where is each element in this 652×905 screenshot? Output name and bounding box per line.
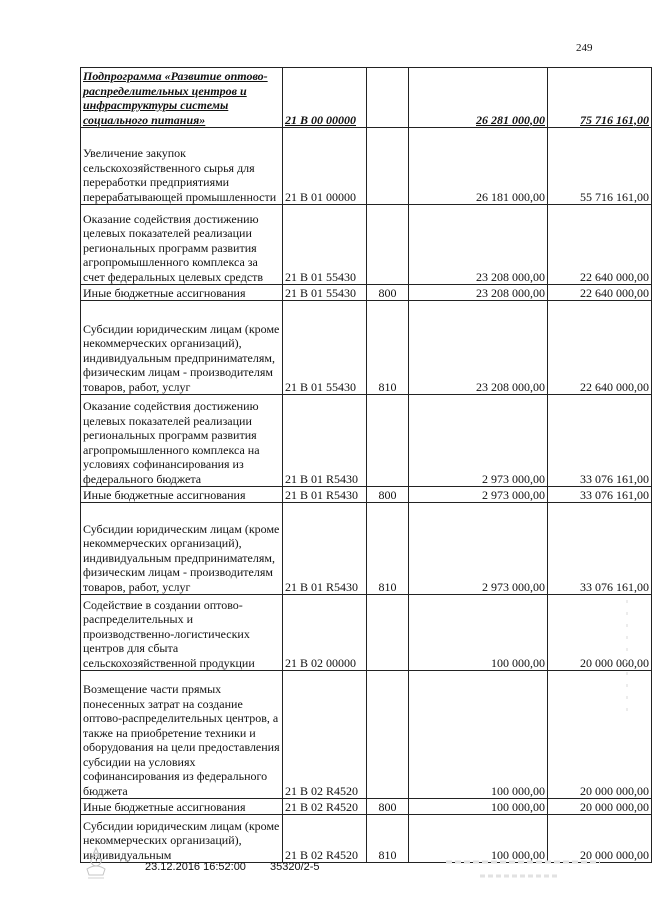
row-code: 21 В 01 55430: [283, 205, 367, 285]
row-expense-type: [367, 205, 409, 285]
row-expense-type: [367, 595, 409, 671]
row-sum-2: 75 716 161,00: [548, 68, 652, 128]
budget-table: [80, 67, 652, 863]
row-code: 21 В 02 R4520: [283, 671, 367, 799]
row-name: Субсидии юридическим лицам (кроме некоммерческих организаций), индивидуальным предпринимателям, физическим лицам - производителям товаров, работ, услуг: [81, 301, 283, 395]
row-sum-1: 2 973 000,00: [409, 487, 548, 503]
faint-signature-mark: [440, 856, 610, 886]
row-name: Увеличение закупок сельскохозяйственного сырья для переработки предприятиями перерабатывающей промышленности: [81, 128, 283, 205]
row-expense-type: [367, 68, 409, 128]
table-row: [81, 595, 652, 671]
row-sum-2: 22 640 000,00: [548, 285, 652, 301]
row-sum-1: 23 208 000,00: [409, 301, 548, 395]
row-sum-1: 100 000,00: [409, 671, 548, 799]
row-code: 21 В 01 R5430: [283, 503, 367, 595]
row-name: Содействие в создании оптово-распределительных и производственно-логистических центров для сбыта сельскохозяйственной продукции: [81, 595, 283, 671]
row-expense-type: 810: [367, 301, 409, 395]
table-row: [81, 128, 652, 205]
row-sum-1: 23 208 000,00: [409, 205, 548, 285]
row-code: 21 В 02 R4520: [283, 799, 367, 815]
row-name: Субсидии юридическим лицам (кроме некоммерческих организаций), индивидуальным: [81, 815, 283, 863]
row-expense-type: [367, 395, 409, 487]
row-code: 21 В 01 55430: [283, 285, 367, 301]
table-row: [81, 487, 652, 503]
row-sum-2: 20 000 000,00: [548, 671, 652, 799]
row-sum-2: 33 076 161,00: [548, 395, 652, 487]
margin-marks: [624, 600, 630, 720]
row-name: Иные бюджетные ассигнования: [81, 799, 283, 815]
row-name: Возмещение части прямых понесенных затрат на создание оптово-распределительных центров, а также на приобретение техники и оборудования на цели предоставления субсидии на условиях софинансирования из федерального бюджета: [81, 671, 283, 799]
row-sum-1: 26 181 000,00: [409, 128, 548, 205]
row-name: Оказание содействия достижению целевых показателей реализации региональных программ развития агропромышленного комплекса за счет федеральных целевых средств: [81, 205, 283, 285]
row-sum-2: 20 000 000,00: [548, 595, 652, 671]
row-sum-2: 20 000 000,00: [548, 815, 652, 863]
page-number: 249: [576, 42, 593, 54]
row-expense-type: [367, 128, 409, 205]
row-name: Иные бюджетные ассигнования: [81, 487, 283, 503]
row-sum-2: 33 076 161,00: [548, 503, 652, 595]
row-expense-type: 800: [367, 285, 409, 301]
footer-date: 23.12.2016 16:52:00: [145, 861, 246, 873]
row-expense-type: [367, 671, 409, 799]
row-sum-1: 23 208 000,00: [409, 285, 548, 301]
row-sum-1: 100 000,00: [409, 595, 548, 671]
emblem-stamp-icon: [82, 845, 110, 881]
table-row: [81, 68, 652, 128]
row-sum-1: 26 281 000,00: [409, 68, 548, 128]
row-sum-1: 100 000,00: [409, 799, 548, 815]
row-sum-2: 22 640 000,00: [548, 301, 652, 395]
row-sum-1: 2 973 000,00: [409, 503, 548, 595]
row-name: Оказание содействия достижению целевых показателей реализации региональных программ развития агропромышленного комплекса на условиях софинансирования из федерального бюджета: [81, 395, 283, 487]
row-expense-type: 810: [367, 503, 409, 595]
row-sum-2: 22 640 000,00: [548, 205, 652, 285]
row-code: 21 В 01 55430: [283, 301, 367, 395]
table-row: [81, 671, 652, 799]
row-sum-1: 2 973 000,00: [409, 395, 548, 487]
row-expense-type: 810: [367, 815, 409, 863]
row-code: 21 В 01 R5430: [283, 487, 367, 503]
row-name: Субсидии юридическим лицам (кроме некоммерческих организаций), индивидуальным предпринимателям, физическим лицам - производителям товаров, работ, услуг: [81, 503, 283, 595]
row-sum-2: 55 716 161,00: [548, 128, 652, 205]
footer-doc-number: 35320/2-5: [270, 861, 320, 873]
row-code: 21 В 01 R5430: [283, 395, 367, 487]
table-row: [81, 799, 652, 815]
table-row: [81, 503, 652, 595]
table-row: [81, 395, 652, 487]
row-code: 21 В 02 00000: [283, 595, 367, 671]
row-code: 21 В 02 R4520: [283, 815, 367, 863]
row-code: 21 В 00 00000: [283, 68, 367, 128]
row-code: 21 В 01 00000: [283, 128, 367, 205]
table-row: [81, 205, 652, 285]
row-sum-2: 20 000 000,00: [548, 799, 652, 815]
row-sum-1: 100 000,00: [409, 815, 548, 863]
row-sum-2: 33 076 161,00: [548, 487, 652, 503]
row-name: Подпрограмма «Развитие оптово-распределительных центров и инфраструктуры системы социального питания»: [81, 68, 283, 128]
row-expense-type: 800: [367, 487, 409, 503]
row-expense-type: 800: [367, 799, 409, 815]
table-row: [81, 301, 652, 395]
row-name: Иные бюджетные ассигнования: [81, 285, 283, 301]
table-row: [81, 285, 652, 301]
